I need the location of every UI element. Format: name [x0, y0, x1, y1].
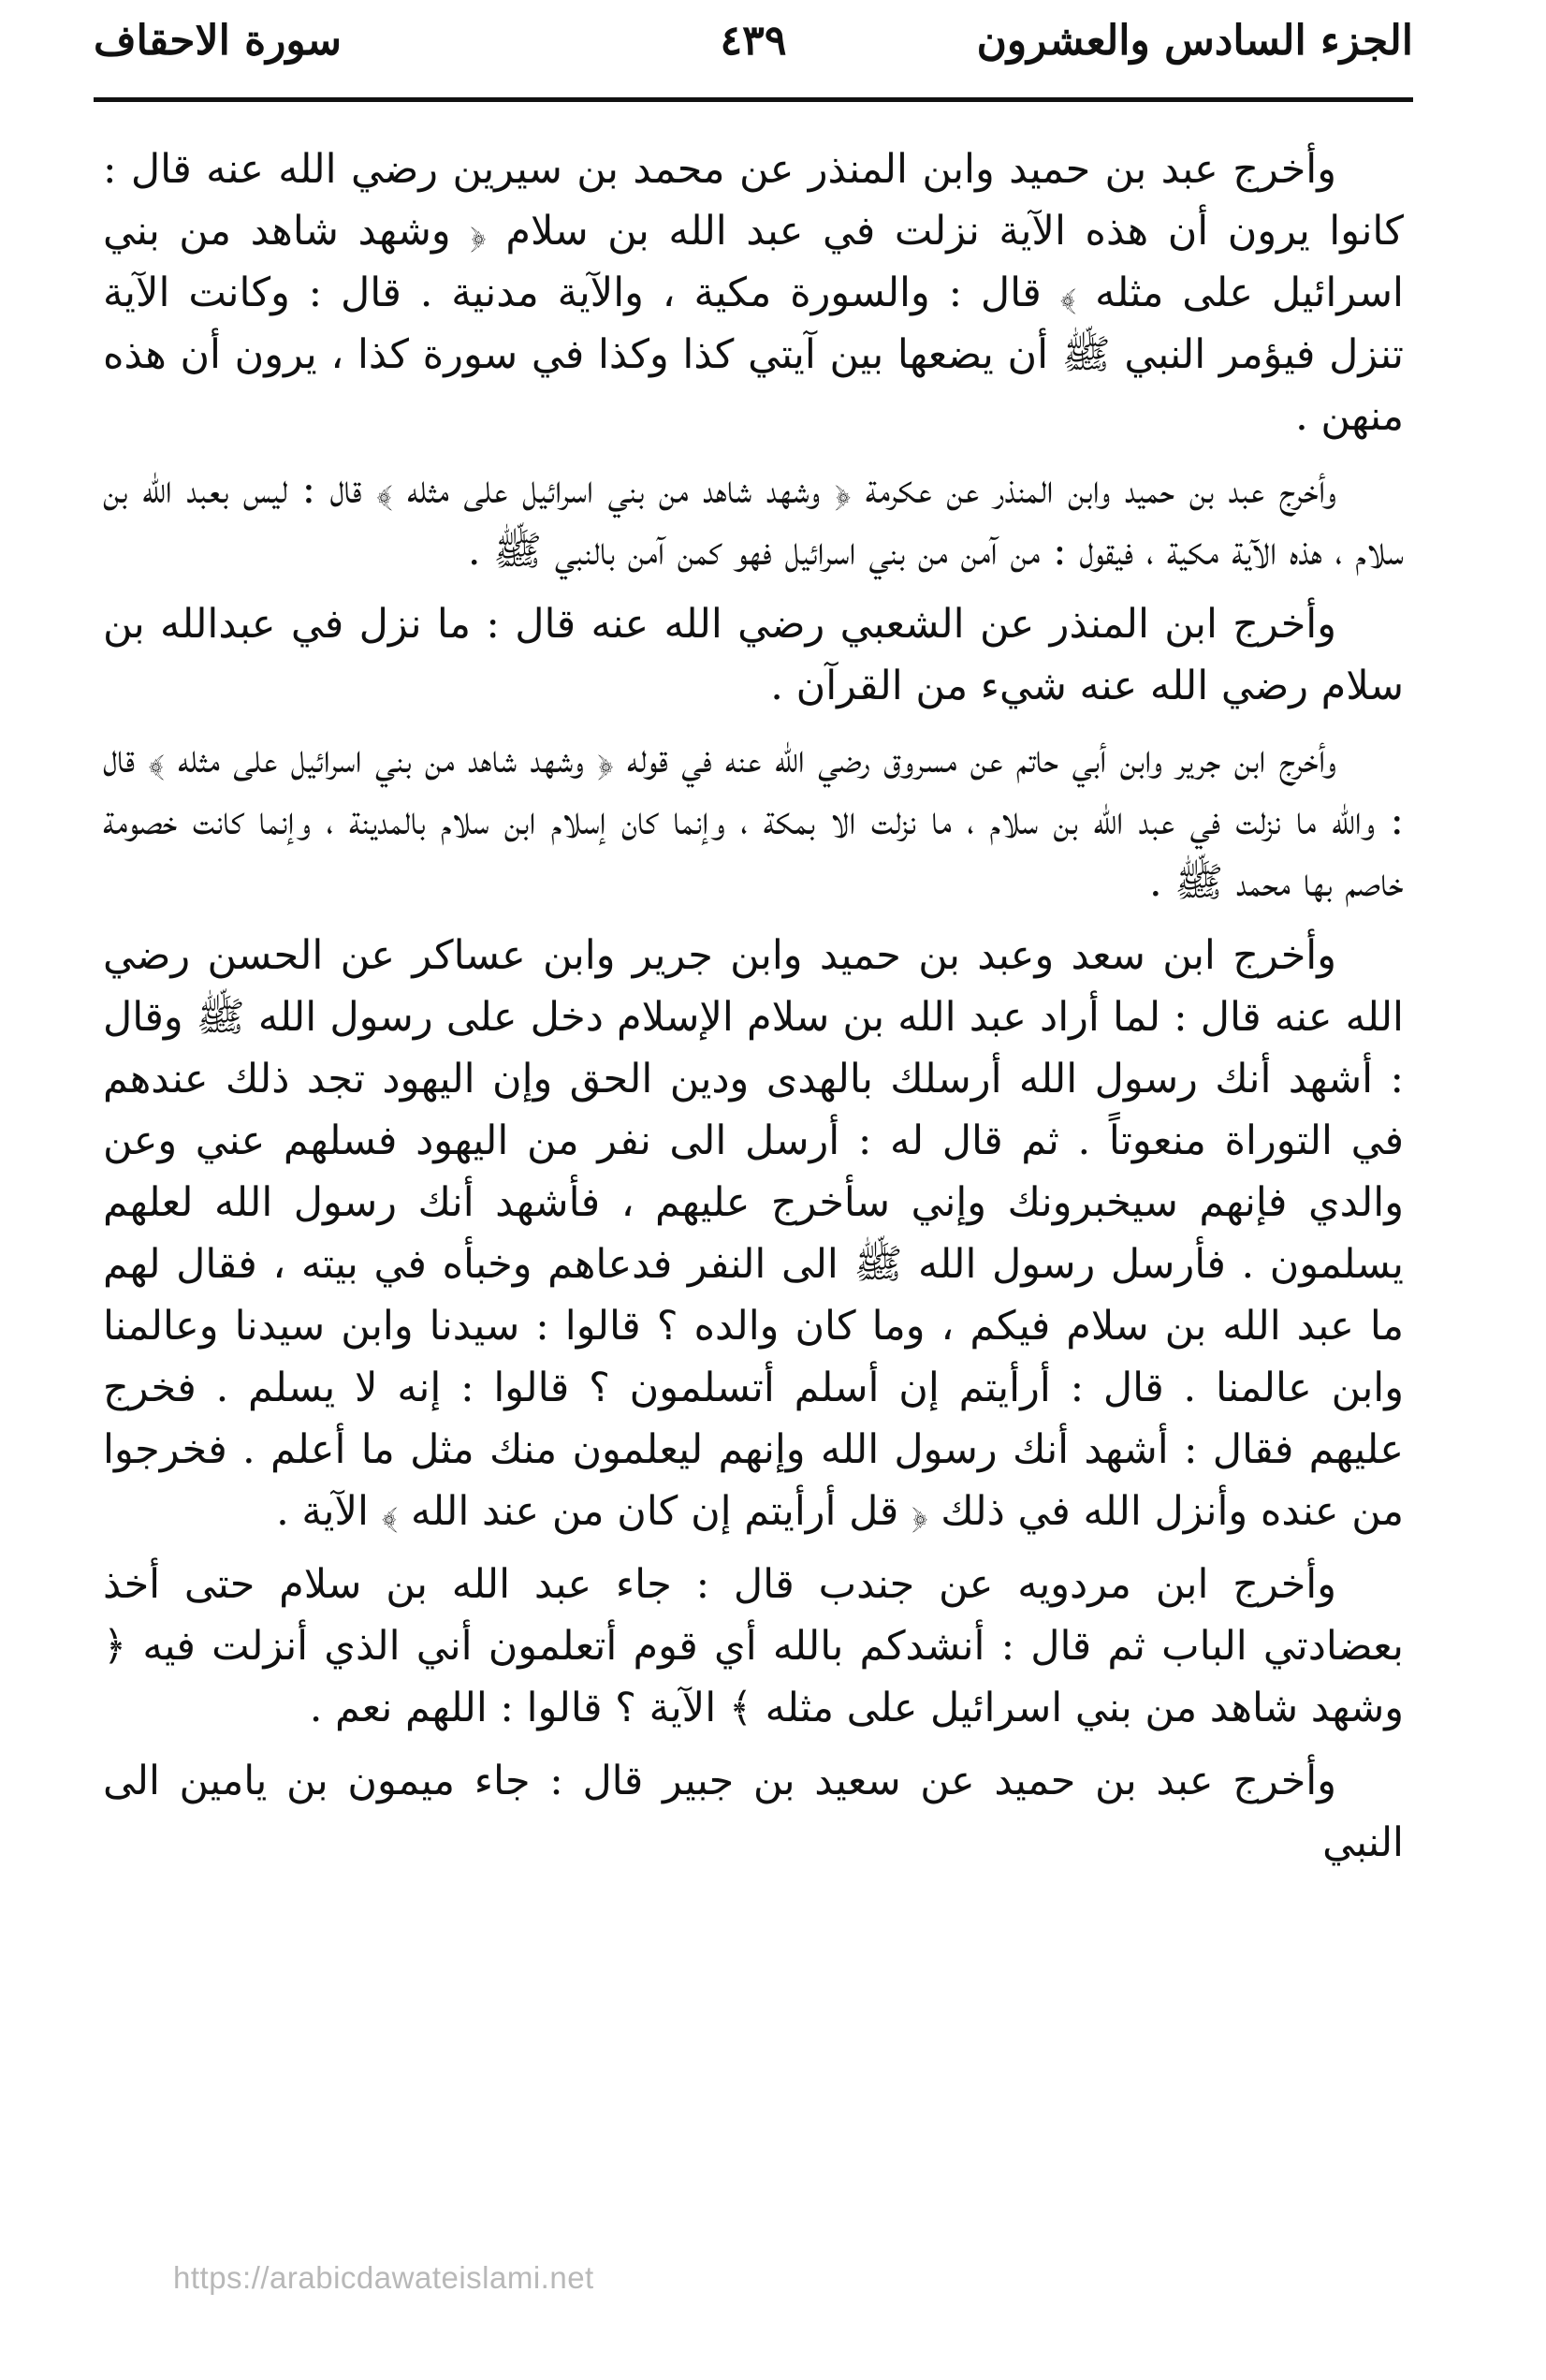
paragraph-text: وأخرج عبد بن حميد عن سعيد بن جبير قال : جاء ميمون بن يامين الى النبي — [103, 1758, 1404, 1866]
paragraph-text: وأخرج ابن جرير وابن أبي حاتم عن مسروق رضي الله عنه في قوله ﴿ وشهد شاهد من بني اسرائيل على مثله ﴾ قال : والله ما نزلت في عبد الله بن سلام ، ما نزلت الا بمكة ، وإنما كان إسلام ابن سلام بالمدينة ، وإنما كانت خصومة خاصم بها محمد ﷺ . — [103, 736, 1404, 906]
paragraph — [103, 1554, 1404, 1739]
paragraph-text: وأخرج ابن سعد وعبد بن حميد وابن جرير وابن عساكر عن الحسن رضي الله عنه قال : لما أراد عبد الله بن سلام الإسلام دخل على رسول الله ﷺ وقال : أشهد أنك رسول الله أرسلك بالهدى ودين الحق وإن اليهود تجد ذلك عندهم في التوراة منعوتاً . ثم قال له : أرسل الى نفر من اليهود فسلهم عني وعن والدي فإنهم سيخبرونك وإني سأخرج عليهم ، فأشهد أنك رسول الله لعلهم يسلمون . فأرسل رسول الله ﷺ الى النفر فدعاهم وخبأه في بيته ، فقال لهم ما عبد الله بن سلام فيكم ، وما كان والده ؟ قالوا : سيدنا وابن سيدنا وعالمنا وابن عالمنا . قال : أرأيتم إن أسلم أتسلمون ؟ قالوا : إنه لا يسلم . فخرج عليهم فقال : أشهد أنك رسول الله وإنهم ليعلمون منك مثل ما أعلم . فخرجوا من عنده وأنزل الله في ذلك ﴿ قل أرأيتم إن كان من عند الله ﴾ الآية . — [103, 932, 1404, 1535]
page-number: ٤٣٩ — [720, 17, 787, 65]
page-body — [103, 139, 1404, 1885]
paragraph — [103, 593, 1404, 717]
paragraph — [103, 139, 1404, 447]
paragraph-text: وأخرج عبد بن حميد وابن المنذر عن محمد بن سيرين رضي الله عنه قال : كانوا يرون أن هذه الآية نزلت في عبد الله بن سلام ﴿ وشهد شاهد من بني اسرائيل على مثله ﴾ قال : والسورة مكية ، والآية مدنية . قال : وكانت الآية تنزل فيؤمر النبي ﷺ أن يضعها بين آيتي كذا وكذا في سورة كذا ، يرون أن هذه منهن . — [103, 146, 1404, 440]
header-rule — [94, 97, 1413, 102]
paragraph-text: وأخرج ابن مردويه عن جندب قال : جاء عبد الله بن سلام حتى أخذ بعضادتي الباب ثم قال : أنشدكم بالله أي قوم أتعلمون أني الذي أنزلت فيه ﴿ وشهد شاهد من بني اسرائيل على مثله ﴾ الآية ؟ قالوا : اللهم نعم . — [103, 1561, 1404, 1731]
page-header — [94, 9, 1413, 95]
paragraph-text: وأخرج ابن المنذر عن الشعبي رضي الله عنه قال : ما نزل في عبدالله بن سلام رضي الله عنه شيء من القرآن . — [103, 601, 1404, 709]
paragraph — [103, 459, 1404, 582]
running-head-part: الجزء السادس والعشرون — [976, 17, 1413, 65]
paragraph — [103, 1750, 1404, 1874]
paragraph-text: وأخرج عبد بن حميد وابن المنذر عن عكرمة ﴿ وشهد شاهد من بني اسرائيل على مثله ﴾ قال : ليس بعبد الله بن سلام ، هذه الآية مكية ، فيقول : من آمن من بني اسرائيل فهو كمن آمن بالنبي ﷺ . — [103, 466, 1404, 575]
paragraph — [103, 728, 1404, 913]
running-head-surah: سورة الاحقاف — [94, 17, 343, 65]
watermark-url: https://arabicdawateislami.net — [173, 2260, 594, 2295]
paragraph — [103, 925, 1404, 1542]
